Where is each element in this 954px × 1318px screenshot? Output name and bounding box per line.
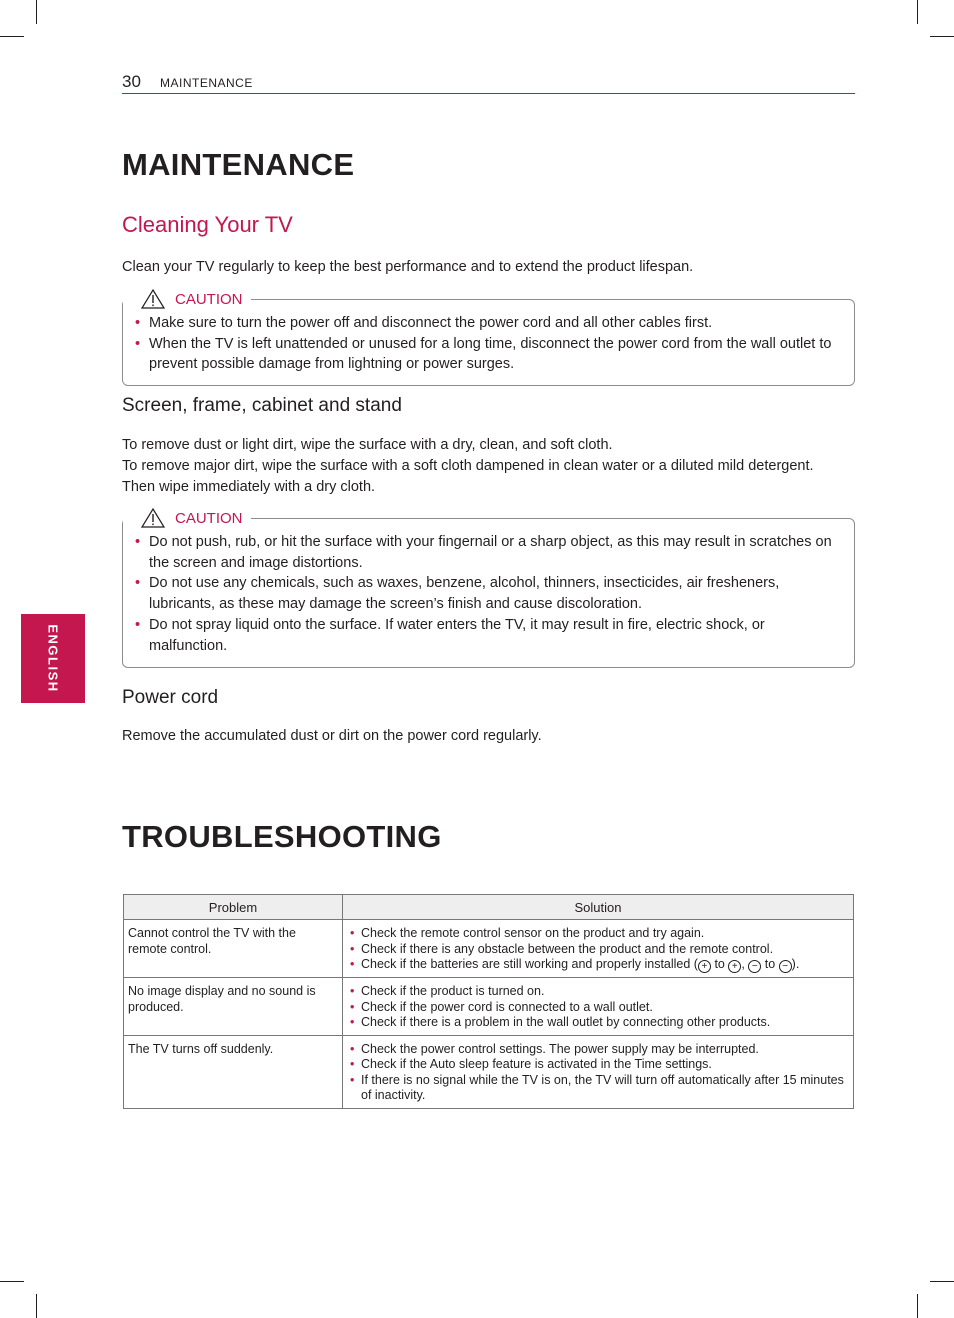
battery-text: ). <box>791 957 800 971</box>
caution-label <box>123 508 251 528</box>
solution-item <box>347 957 849 973</box>
power-cord-paragraph: Remove the accumulated dust or dirt on the power cord regularly. <box>122 728 542 744</box>
table-row <box>124 1035 854 1108</box>
column-header-solution: Solution <box>343 895 854 920</box>
problem-cell: No image display and no sound is produced. <box>124 978 343 1036</box>
caution-label <box>123 289 251 309</box>
screen-paragraph-2: To remove major dirt, wipe the surface with a soft cloth dampened in clean water or a diluted mild detergent. Then wipe immediately with a dry cloth. <box>122 458 814 495</box>
solution-cell <box>343 978 854 1036</box>
caution-box <box>122 290 855 386</box>
solution-item: • Check if the Auto sleep feature is activated in the Time settings. <box>347 1057 849 1073</box>
caution-item: • Do not use any chemicals, such as waxes, benzene, alcohol, thinners, insecticides, air fresheners, lubricants, as these may damage the screen’s finish and cause discoloration. <box>135 573 834 614</box>
battery-text: Check if the batteries are still working and properly installed ( <box>361 957 698 971</box>
table-row <box>124 920 854 978</box>
crop-mark <box>930 1281 954 1282</box>
crop-mark <box>930 36 954 37</box>
solution-item: • Check if the product is turned on. <box>347 984 849 1000</box>
power-cord-heading: Power cord <box>122 687 219 708</box>
problem-cell: The TV turns off suddenly. <box>124 1035 343 1108</box>
caution-item: • Do not push, rub, or hit the surface with your fingernail or a sharp object, as this may result in scratches on the screen and image distortions. <box>135 532 834 573</box>
solution-item: • Check if there is a problem in the wall outlet by connecting other products. <box>347 1015 849 1031</box>
warning-triangle-icon <box>141 289 165 309</box>
column-header-problem: Problem <box>124 895 343 920</box>
side-tab-label: ENGLISH <box>45 624 61 693</box>
solution-item: • Check the remote control sensor on the product and try again. <box>347 926 849 942</box>
battery-text: to <box>710 957 729 971</box>
table-row <box>124 978 854 1036</box>
solution-item: • Check if the power cord is connected to a wall outlet. <box>347 1000 849 1016</box>
crop-mark <box>36 0 37 24</box>
solution-cell <box>343 1035 854 1108</box>
language-side-tab <box>21 614 85 703</box>
caution-item: • Do not spray liquid onto the surface. If water enters the TV, it may result in fire, electric shock, or malfunction. <box>135 615 834 656</box>
warning-triangle-icon <box>141 508 165 528</box>
solution-item: • If there is no signal while the TV is on, the TV will turn off automatically after 15 minutes of inactivity. <box>347 1073 849 1104</box>
battery-text: to <box>761 957 779 971</box>
minus-terminal-icon: − <box>748 960 761 973</box>
crop-mark <box>0 1281 24 1282</box>
plus-terminal-icon: + <box>698 960 711 973</box>
screen-paragraph-1: To remove dust or light dirt, wipe the surface with a dry, clean, and soft cloth. <box>122 437 613 453</box>
troubleshooting-title: TROUBLESHOOTING <box>122 819 442 854</box>
running-header-section: MAINTENANCE <box>160 76 253 90</box>
troubleshooting-table <box>123 894 854 1109</box>
caution-box <box>122 509 855 668</box>
crop-mark <box>0 36 24 37</box>
plus-terminal-icon: + <box>728 960 741 973</box>
cleaning-intro: Clean your TV regularly to keep the best performance and to extend the product lifespan. <box>122 259 694 275</box>
minus-terminal-icon: − <box>779 960 792 973</box>
page-number: 30 <box>122 72 141 91</box>
crop-mark <box>36 1294 37 1318</box>
header-rule <box>122 93 855 94</box>
maintenance-title: MAINTENANCE <box>122 147 355 182</box>
caution-text: CAUTION <box>175 509 243 527</box>
crop-mark <box>917 0 918 24</box>
caution-list <box>135 532 834 656</box>
solution-item: • Check the power control settings. The power supply may be interrupted. <box>347 1042 849 1058</box>
screen-heading: Screen, frame, cabinet and stand <box>122 395 402 416</box>
cleaning-heading: Cleaning Your TV <box>122 212 293 237</box>
caution-item: • When the TV is left unattended or unused for a long time, disconnect the power cord from the wall outlet to prevent possible damage from lightning or power surges. <box>135 334 834 375</box>
problem-cell: Cannot control the TV with the remote control. <box>124 920 343 978</box>
crop-mark <box>917 1294 918 1318</box>
solution-cell <box>343 920 854 978</box>
battery-text: , <box>741 957 749 971</box>
caution-list <box>135 313 834 375</box>
table-header-row <box>124 895 854 920</box>
caution-item: • Make sure to turn the power off and disconnect the power cord and all other cables first. <box>135 313 834 334</box>
solution-item: • Check if there is any obstacle between the product and the remote control. <box>347 942 849 958</box>
caution-text: CAUTION <box>175 290 243 308</box>
